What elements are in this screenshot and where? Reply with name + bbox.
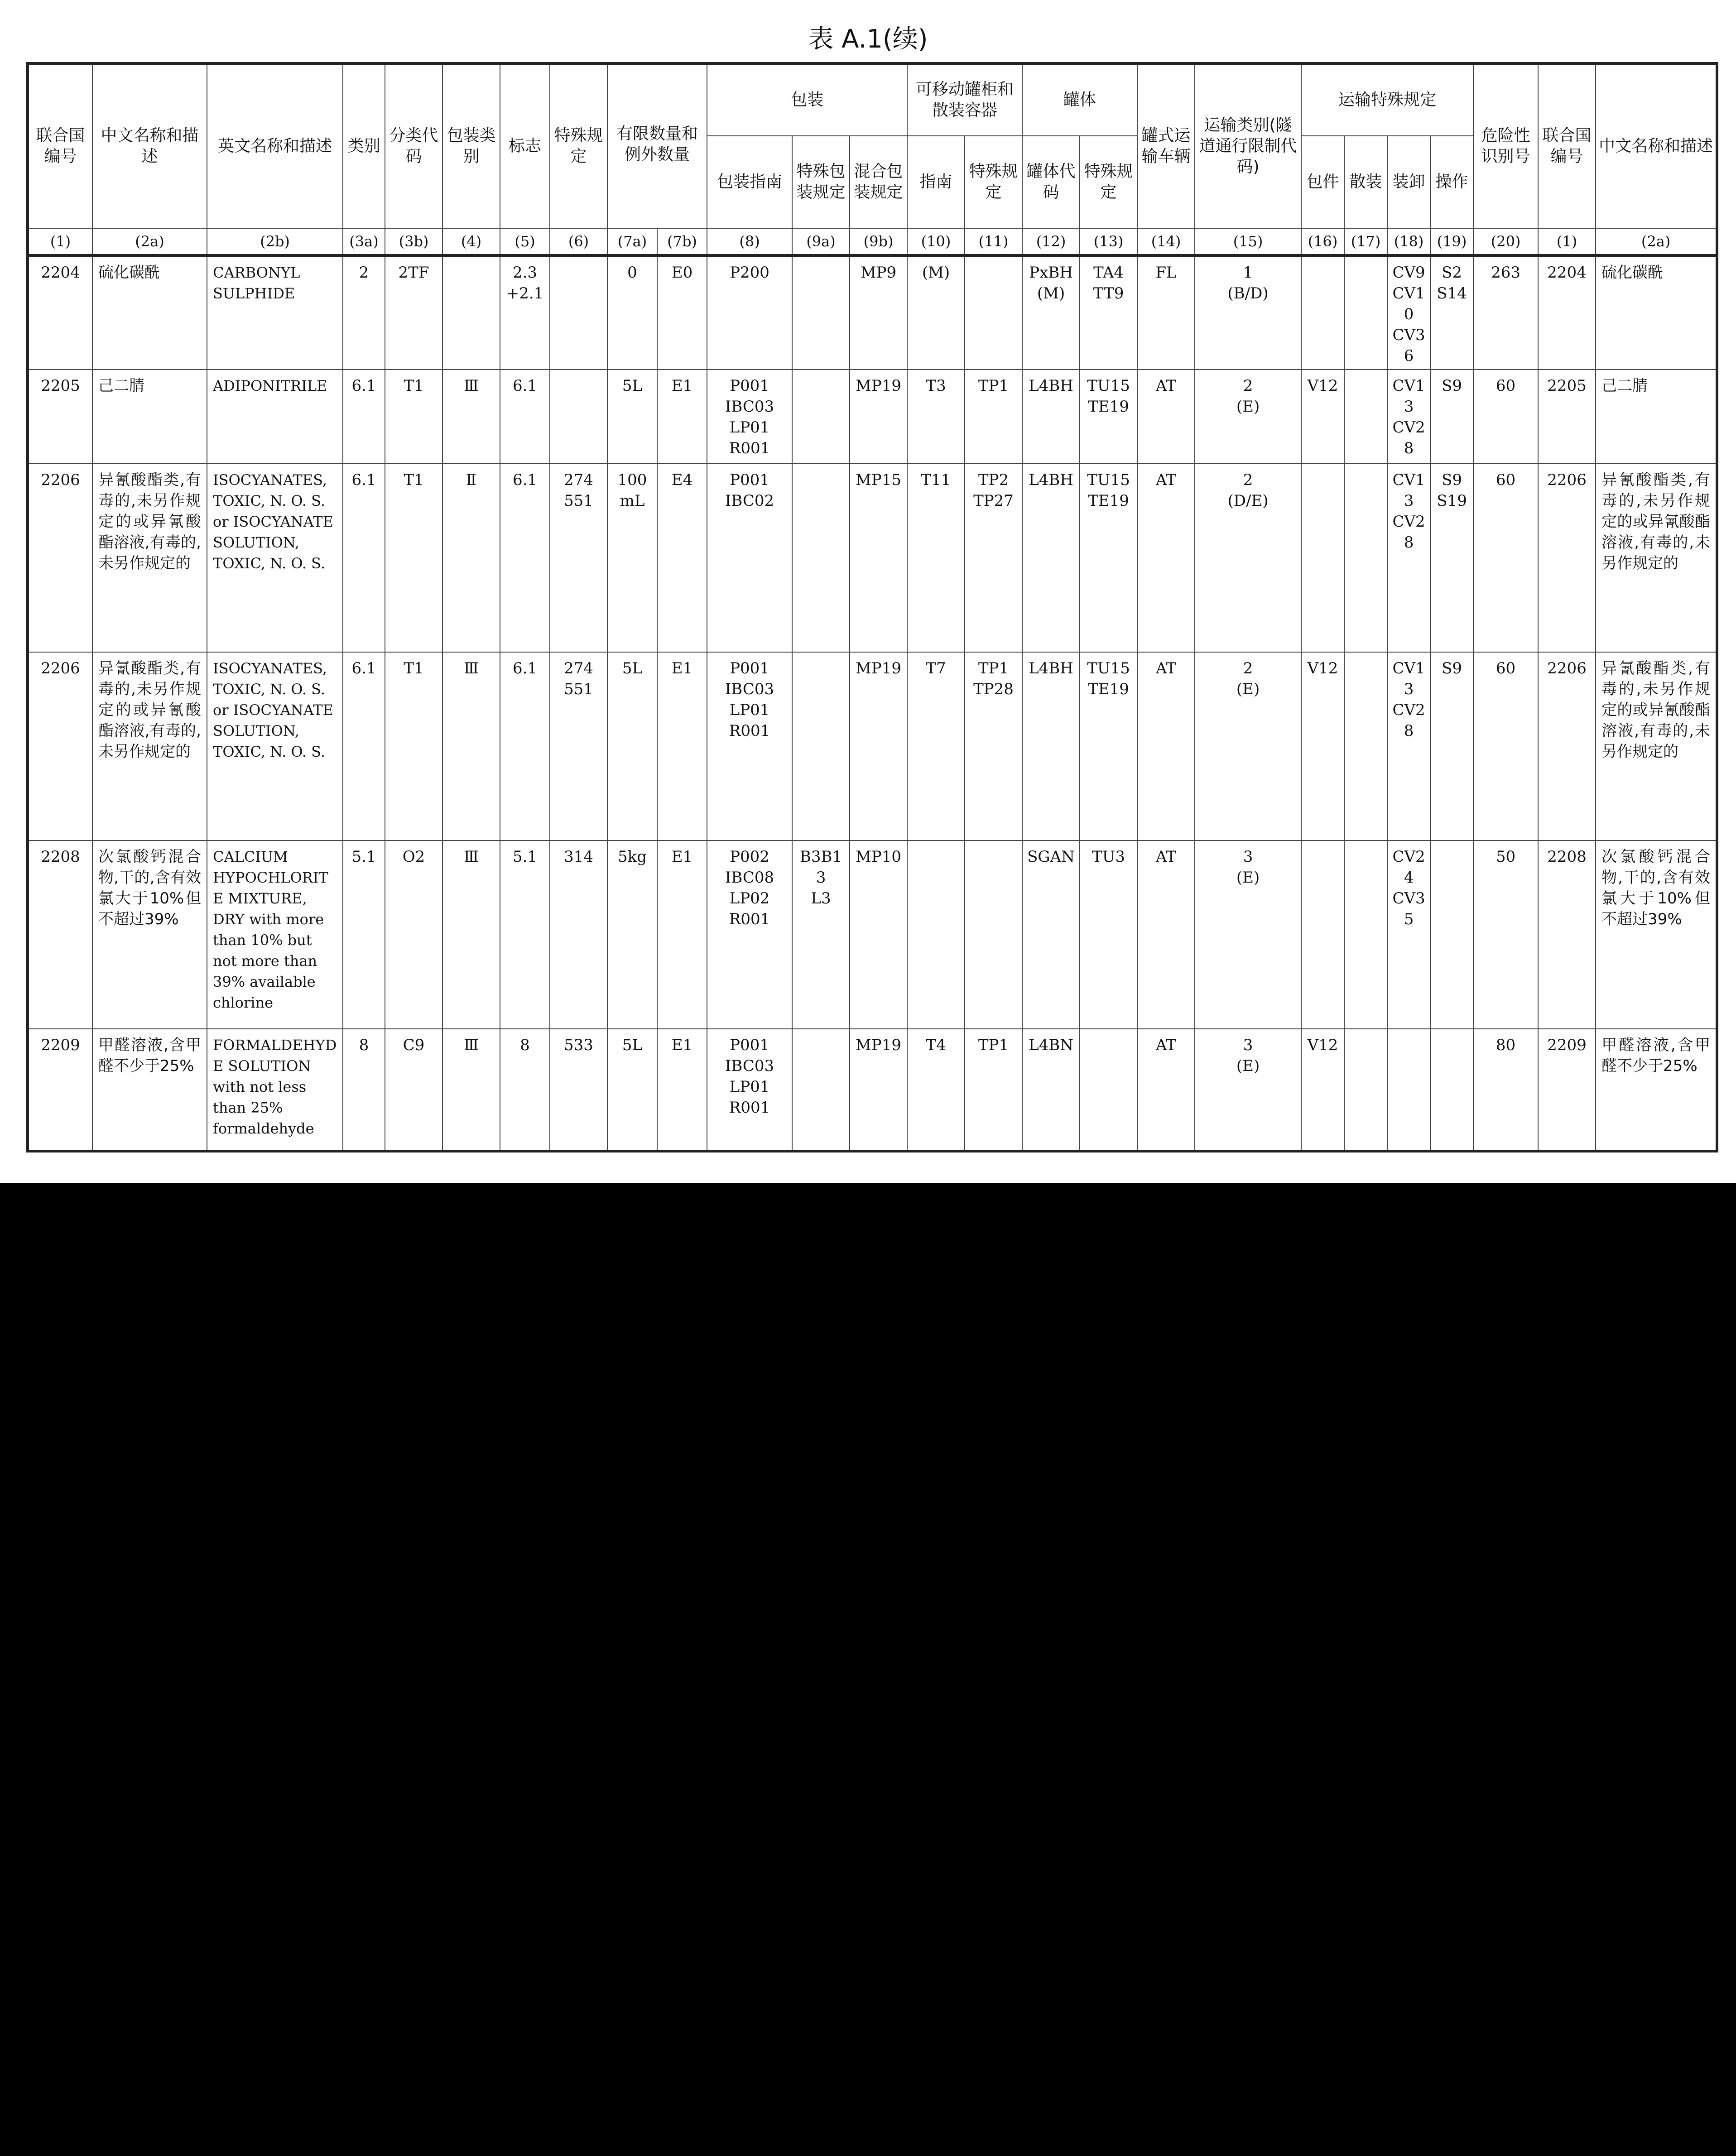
cell-transport-category: 3 (E) [1195,840,1301,1029]
cell-limited-quantity: 5L [607,370,657,464]
col-header-transport-category: 运输类别(隧道通行限制代码) [1195,63,1301,228]
col-header-loading: 装卸 [1387,136,1430,228]
cell-special-packing-provisions [792,255,850,370]
cell-operation-provisions: S9 [1430,652,1473,840]
table-row [28,840,1717,1029]
cell-class: 2 [343,255,385,370]
cell-mixed-packing-provisions: MP9 [850,255,907,370]
cell-bulk-provisions [1344,652,1387,840]
cell-class: 6.1 [343,370,385,464]
col-header-hazard-id: 危险性识别号 [1473,63,1538,228]
cell-packing-group [442,255,500,370]
col-header-operation: 操作 [1430,136,1473,228]
column-number: (16) [1301,228,1344,255]
col-header-cn-name: 中文名称和描述 [92,63,207,228]
cell-transport-category: 3 (E) [1195,1029,1301,1151]
cell-special-packing-provisions: B3B13 L3 [792,840,850,1029]
cell-transport-category: 2 (D/E) [1195,464,1301,652]
cell-loading-provisions: CV13 CV28 [1387,652,1430,840]
cell-packages-provisions: V12 [1301,652,1344,840]
cell-classification-code: T1 [385,464,442,652]
cell-special-packing-provisions [792,1029,850,1151]
cell-packing-instructions: P001 IBC03 LP01 R001 [707,370,792,464]
cell-english-name: ADIPONITRILE [207,370,343,464]
col-header-label: 标志 [500,63,550,228]
cell-excepted-quantity: E1 [657,370,707,464]
cell-transport-category: 1 (B/D) [1195,255,1301,370]
cell-chinese-name-repeat: 次氯酸钙混合物,干的,含有效氯大于10%但不超过39% [1596,840,1717,1029]
column-number: (14) [1137,228,1195,255]
column-number: (17) [1344,228,1387,255]
cell-packages-provisions [1301,464,1344,652]
column-number: (9b) [850,228,907,255]
column-number: (7b) [657,228,707,255]
column-number: (12) [1022,228,1080,255]
column-number: (5) [500,228,550,255]
cell-english-name: ISOCYANATES, TOXIC, N. O. S. or ISOCYANATE SOLUTION, TOXIC, N. O. S. [207,652,343,840]
cell-loading-provisions: CV13 CV28 [1387,370,1430,464]
column-number: (20) [1473,228,1538,255]
col-header-cn-name-repeat: 中文名称和描述 [1596,63,1717,228]
cell-english-name: CALCIUM HYPOCHLORITE MIXTURE, DRY with more than 10% but not more than 39% available chlorine [207,840,343,1029]
cell-hazard-id-number: 263 [1473,255,1538,370]
cell-excepted-quantity: E1 [657,840,707,1029]
col-header-class: 类别 [343,63,385,228]
cell-mixed-packing-provisions: MP15 [850,464,907,652]
dangerous-goods-table [26,62,1718,1152]
col-header-packing-instructions: 包装指南 [707,136,792,228]
cell-packing-instructions: P200 [707,255,792,370]
cell-packing-instructions: P002 IBC08 LP02 R001 [707,840,792,1029]
cell-limited-quantity: 0 [607,255,657,370]
col-header-special-provisions: 特殊规定 [550,63,607,228]
cell-label: 8 [500,1029,550,1151]
col-header-un: 联合国编号 [28,63,92,228]
col-header-class-code: 分类代码 [385,63,442,228]
column-number: (10) [907,228,965,255]
cell-loading-provisions [1387,1029,1430,1151]
cell-special-provisions [550,370,607,464]
column-number: (15) [1195,228,1301,255]
column-number: (7a) [607,228,657,255]
cell-un-number-repeat: 2206 [1538,464,1596,652]
cell-portable-tank-special [965,840,1022,1029]
col-header-tank: 罐体 [1022,63,1137,136]
cell-tank-code: L4BH [1022,652,1080,840]
cell-transport-category: 2 (E) [1195,652,1301,840]
cell-chinese-name-repeat: 己二腈 [1596,370,1717,464]
cell-packing-group: Ⅱ [442,464,500,652]
col-header-packing-group: 包装类别 [442,63,500,228]
cell-limited-quantity: 5L [607,1029,657,1151]
cell-un-number: 2206 [28,464,92,652]
column-number: (4) [442,228,500,255]
cell-special-provisions: 533 [550,1029,607,1151]
cell-packing-instructions: P001 IBC02 [707,464,792,652]
cell-english-name: ISOCYANATES, TOXIC, N. O. S. or ISOCYANATE SOLUTION, TOXIC, N. O. S. [207,464,343,652]
cell-portable-tank-instructions: T11 [907,464,965,652]
cell-packages-provisions: V12 [1301,370,1344,464]
cell-operation-provisions: S9 [1430,370,1473,464]
cell-packing-group: Ⅲ [442,1029,500,1151]
table-row [28,1029,1717,1151]
cell-portable-tank-instructions: T3 [907,370,965,464]
cell-loading-provisions: CV9 CV10 CV36 [1387,255,1430,370]
cell-loading-provisions: CV24 CV35 [1387,840,1430,1029]
cell-bulk-provisions [1344,840,1387,1029]
cell-tank-vehicle: AT [1137,1029,1195,1151]
cell-packing-group: Ⅲ [442,652,500,840]
col-header-tank-vehicle: 罐式运输车辆 [1137,63,1195,228]
cell-un-number-repeat: 2205 [1538,370,1596,464]
cell-packing-instructions: P001 IBC03 LP01 R001 [707,652,792,840]
cell-excepted-quantity: E4 [657,464,707,652]
cell-tank-special-provisions: TU15 TE19 [1080,652,1137,840]
cell-hazard-id-number: 80 [1473,1029,1538,1151]
cell-portable-tank-instructions: (M) [907,255,965,370]
cell-mixed-packing-provisions: MP19 [850,652,907,840]
cell-chinese-name: 异氰酸酯类,有毒的,未另作规定的或异氰酸酯溶液,有毒的,未另作规定的 [92,652,207,840]
cell-limited-quantity: 100mL [607,464,657,652]
cell-portable-tank-special: TP1 [965,370,1022,464]
column-number: (11) [965,228,1022,255]
column-number: (19) [1430,228,1473,255]
cell-special-packing-provisions [792,652,850,840]
table-row [28,255,1717,370]
cell-portable-tank-instructions [907,840,965,1029]
cell-label: 5.1 [500,840,550,1029]
cell-tank-special-provisions: TA4 TT9 [1080,255,1137,370]
cell-un-number: 2205 [28,370,92,464]
cell-operation-provisions: S9 S19 [1430,464,1473,652]
cell-tank-special-provisions: TU15 TE19 [1080,370,1137,464]
column-number: (9a) [792,228,850,255]
cell-label: 6.1 [500,370,550,464]
col-header-packaging: 包装 [707,63,907,136]
cell-un-number-repeat: 2209 [1538,1029,1596,1151]
column-number: (8) [707,228,792,255]
column-number: (6) [550,228,607,255]
cell-operation-provisions [1430,1029,1473,1151]
cell-tank-special-provisions: TU3 [1080,840,1137,1029]
cell-chinese-name: 次氯酸钙混合物,干的,含有效氯大于10%但不超过39% [92,840,207,1029]
col-header-tank-code: 罐体代码 [1022,136,1080,228]
header-row-top [28,63,1717,136]
col-header-transport-special: 运输特殊规定 [1301,63,1473,136]
table-row [28,652,1717,840]
col-header-special-packing: 特殊包装规定 [792,136,850,228]
cell-tank-special-provisions: TU15 TE19 [1080,464,1137,652]
cell-portable-tank-instructions: T7 [907,652,965,840]
cell-mixed-packing-provisions: MP19 [850,370,907,464]
cell-special-packing-provisions [792,370,850,464]
cell-classification-code: O2 [385,840,442,1029]
cell-label: 6.1 [500,464,550,652]
cell-tank-code: PxBH (M) [1022,255,1080,370]
cell-hazard-id-number: 60 [1473,370,1538,464]
cell-tank-code: L4BH [1022,370,1080,464]
column-number: (2b) [207,228,343,255]
cell-tank-vehicle: FL [1137,255,1195,370]
column-number: (1) [1538,228,1596,255]
cell-special-provisions: 274 551 [550,652,607,840]
cell-un-number-repeat: 2208 [1538,840,1596,1029]
table-row [28,464,1717,652]
cell-class: 6.1 [343,652,385,840]
cell-chinese-name: 甲醛溶液,含甲醛不少于25% [92,1029,207,1151]
cell-packing-instructions: P001 IBC03 LP01 R001 [707,1029,792,1151]
cell-operation-provisions [1430,840,1473,1029]
cell-excepted-quantity: E0 [657,255,707,370]
cell-classification-code: C9 [385,1029,442,1151]
cell-transport-category: 2 (E) [1195,370,1301,464]
cell-label: 6.1 [500,652,550,840]
cell-bulk-provisions [1344,464,1387,652]
column-number-row [28,228,1717,255]
cell-label: 2.3 +2.1 [500,255,550,370]
cell-un-number: 2204 [28,255,92,370]
cell-chinese-name-repeat: 硫化碳酰 [1596,255,1717,370]
cell-bulk-provisions [1344,1029,1387,1151]
cell-tank-code: L4BH [1022,464,1080,652]
cell-packing-group: Ⅲ [442,840,500,1029]
cell-hazard-id-number: 50 [1473,840,1538,1029]
cell-excepted-quantity: E1 [657,652,707,840]
cell-mixed-packing-provisions: MP10 [850,840,907,1029]
cell-tank-code: L4BN [1022,1029,1080,1151]
column-number: (1) [28,228,92,255]
cell-bulk-provisions [1344,255,1387,370]
cell-tank-vehicle: AT [1137,370,1195,464]
column-number: (2a) [1596,228,1717,255]
col-header-bulk: 散装 [1344,136,1387,228]
col-header-limited-quantity: 有限数量和例外数量 [607,63,707,228]
cell-chinese-name: 硫化碳酰 [92,255,207,370]
col-header-en-name: 英文名称和描述 [207,63,343,228]
page-title: 表 A.1(续) [808,24,928,54]
cell-un-number: 2208 [28,840,92,1029]
cell-chinese-name: 异氰酸酯类,有毒的,未另作规定的或异氰酸酯溶液,有毒的,未另作规定的 [92,464,207,652]
cell-un-number-repeat: 2204 [1538,255,1596,370]
cell-un-number-repeat: 2206 [1538,652,1596,840]
cell-tank-vehicle: AT [1137,840,1195,1029]
cell-packages-provisions: V12 [1301,1029,1344,1151]
cell-portable-tank-special: TP1 TP28 [965,652,1022,840]
cell-english-name: CARBONYL SULPHIDE [207,255,343,370]
cell-excepted-quantity: E1 [657,1029,707,1151]
cell-special-provisions [550,255,607,370]
cell-tank-vehicle: AT [1137,652,1195,840]
column-number: (18) [1387,228,1430,255]
col-header-pt-instructions: 指南 [907,136,965,228]
cell-un-number: 2206 [28,652,92,840]
column-number: (3a) [343,228,385,255]
cell-limited-quantity: 5kg [607,840,657,1029]
cell-portable-tank-special: TP1 [965,1029,1022,1151]
cell-tank-code: SGAN [1022,840,1080,1029]
column-number: (2a) [92,228,207,255]
cell-english-name: FORMALDEHYDE SOLUTION with not less than 25% formaldehyde [207,1029,343,1151]
col-header-tank-special: 特殊规定 [1080,136,1137,228]
cell-mixed-packing-provisions: MP19 [850,1029,907,1151]
table-row [28,370,1717,464]
cell-portable-tank-instructions: T4 [907,1029,965,1151]
cell-portable-tank-special: TP2 TP27 [965,464,1022,652]
cell-chinese-name-repeat: 异氰酸酯类,有毒的,未另作规定的或异氰酸酯溶液,有毒的,未另作规定的 [1596,652,1717,840]
col-header-mixed-packing: 混合包装规定 [850,136,907,228]
cell-special-provisions: 314 [550,840,607,1029]
cell-chinese-name-repeat: 异氰酸酯类,有毒的,未另作规定的或异氰酸酯溶液,有毒的,未另作规定的 [1596,464,1717,652]
cell-class: 8 [343,1029,385,1151]
cell-classification-code: T1 [385,370,442,464]
cell-classification-code: T1 [385,652,442,840]
cell-special-packing-provisions [792,464,850,652]
cell-packages-provisions [1301,255,1344,370]
cell-un-number: 2209 [28,1029,92,1151]
cell-operation-provisions: S2 S14 [1430,255,1473,370]
cell-packages-provisions [1301,840,1344,1029]
cell-classification-code: 2TF [385,255,442,370]
column-number: (13) [1080,228,1137,255]
cell-bulk-provisions [1344,370,1387,464]
cell-tank-special-provisions [1080,1029,1137,1151]
cell-hazard-id-number: 60 [1473,464,1538,652]
col-header-packages: 包件 [1301,136,1344,228]
cell-chinese-name: 己二腈 [92,370,207,464]
cell-class: 6.1 [343,464,385,652]
cell-special-provisions: 274 551 [550,464,607,652]
cell-chinese-name-repeat: 甲醛溶液,含甲醛不少于25% [1596,1029,1717,1151]
col-header-un-repeat: 联合国编号 [1538,63,1596,228]
cell-limited-quantity: 5L [607,652,657,840]
cell-tank-vehicle: AT [1137,464,1195,652]
cell-class: 5.1 [343,840,385,1029]
column-number: (3b) [385,228,442,255]
cell-hazard-id-number: 60 [1473,652,1538,840]
cell-loading-provisions: CV13 CV28 [1387,464,1430,652]
cell-packing-group: Ⅲ [442,370,500,464]
col-header-portable-tank: 可移动罐柜和散装容器 [907,63,1022,136]
col-header-pt-special: 特殊规定 [965,136,1022,228]
cell-portable-tank-special [965,255,1022,370]
